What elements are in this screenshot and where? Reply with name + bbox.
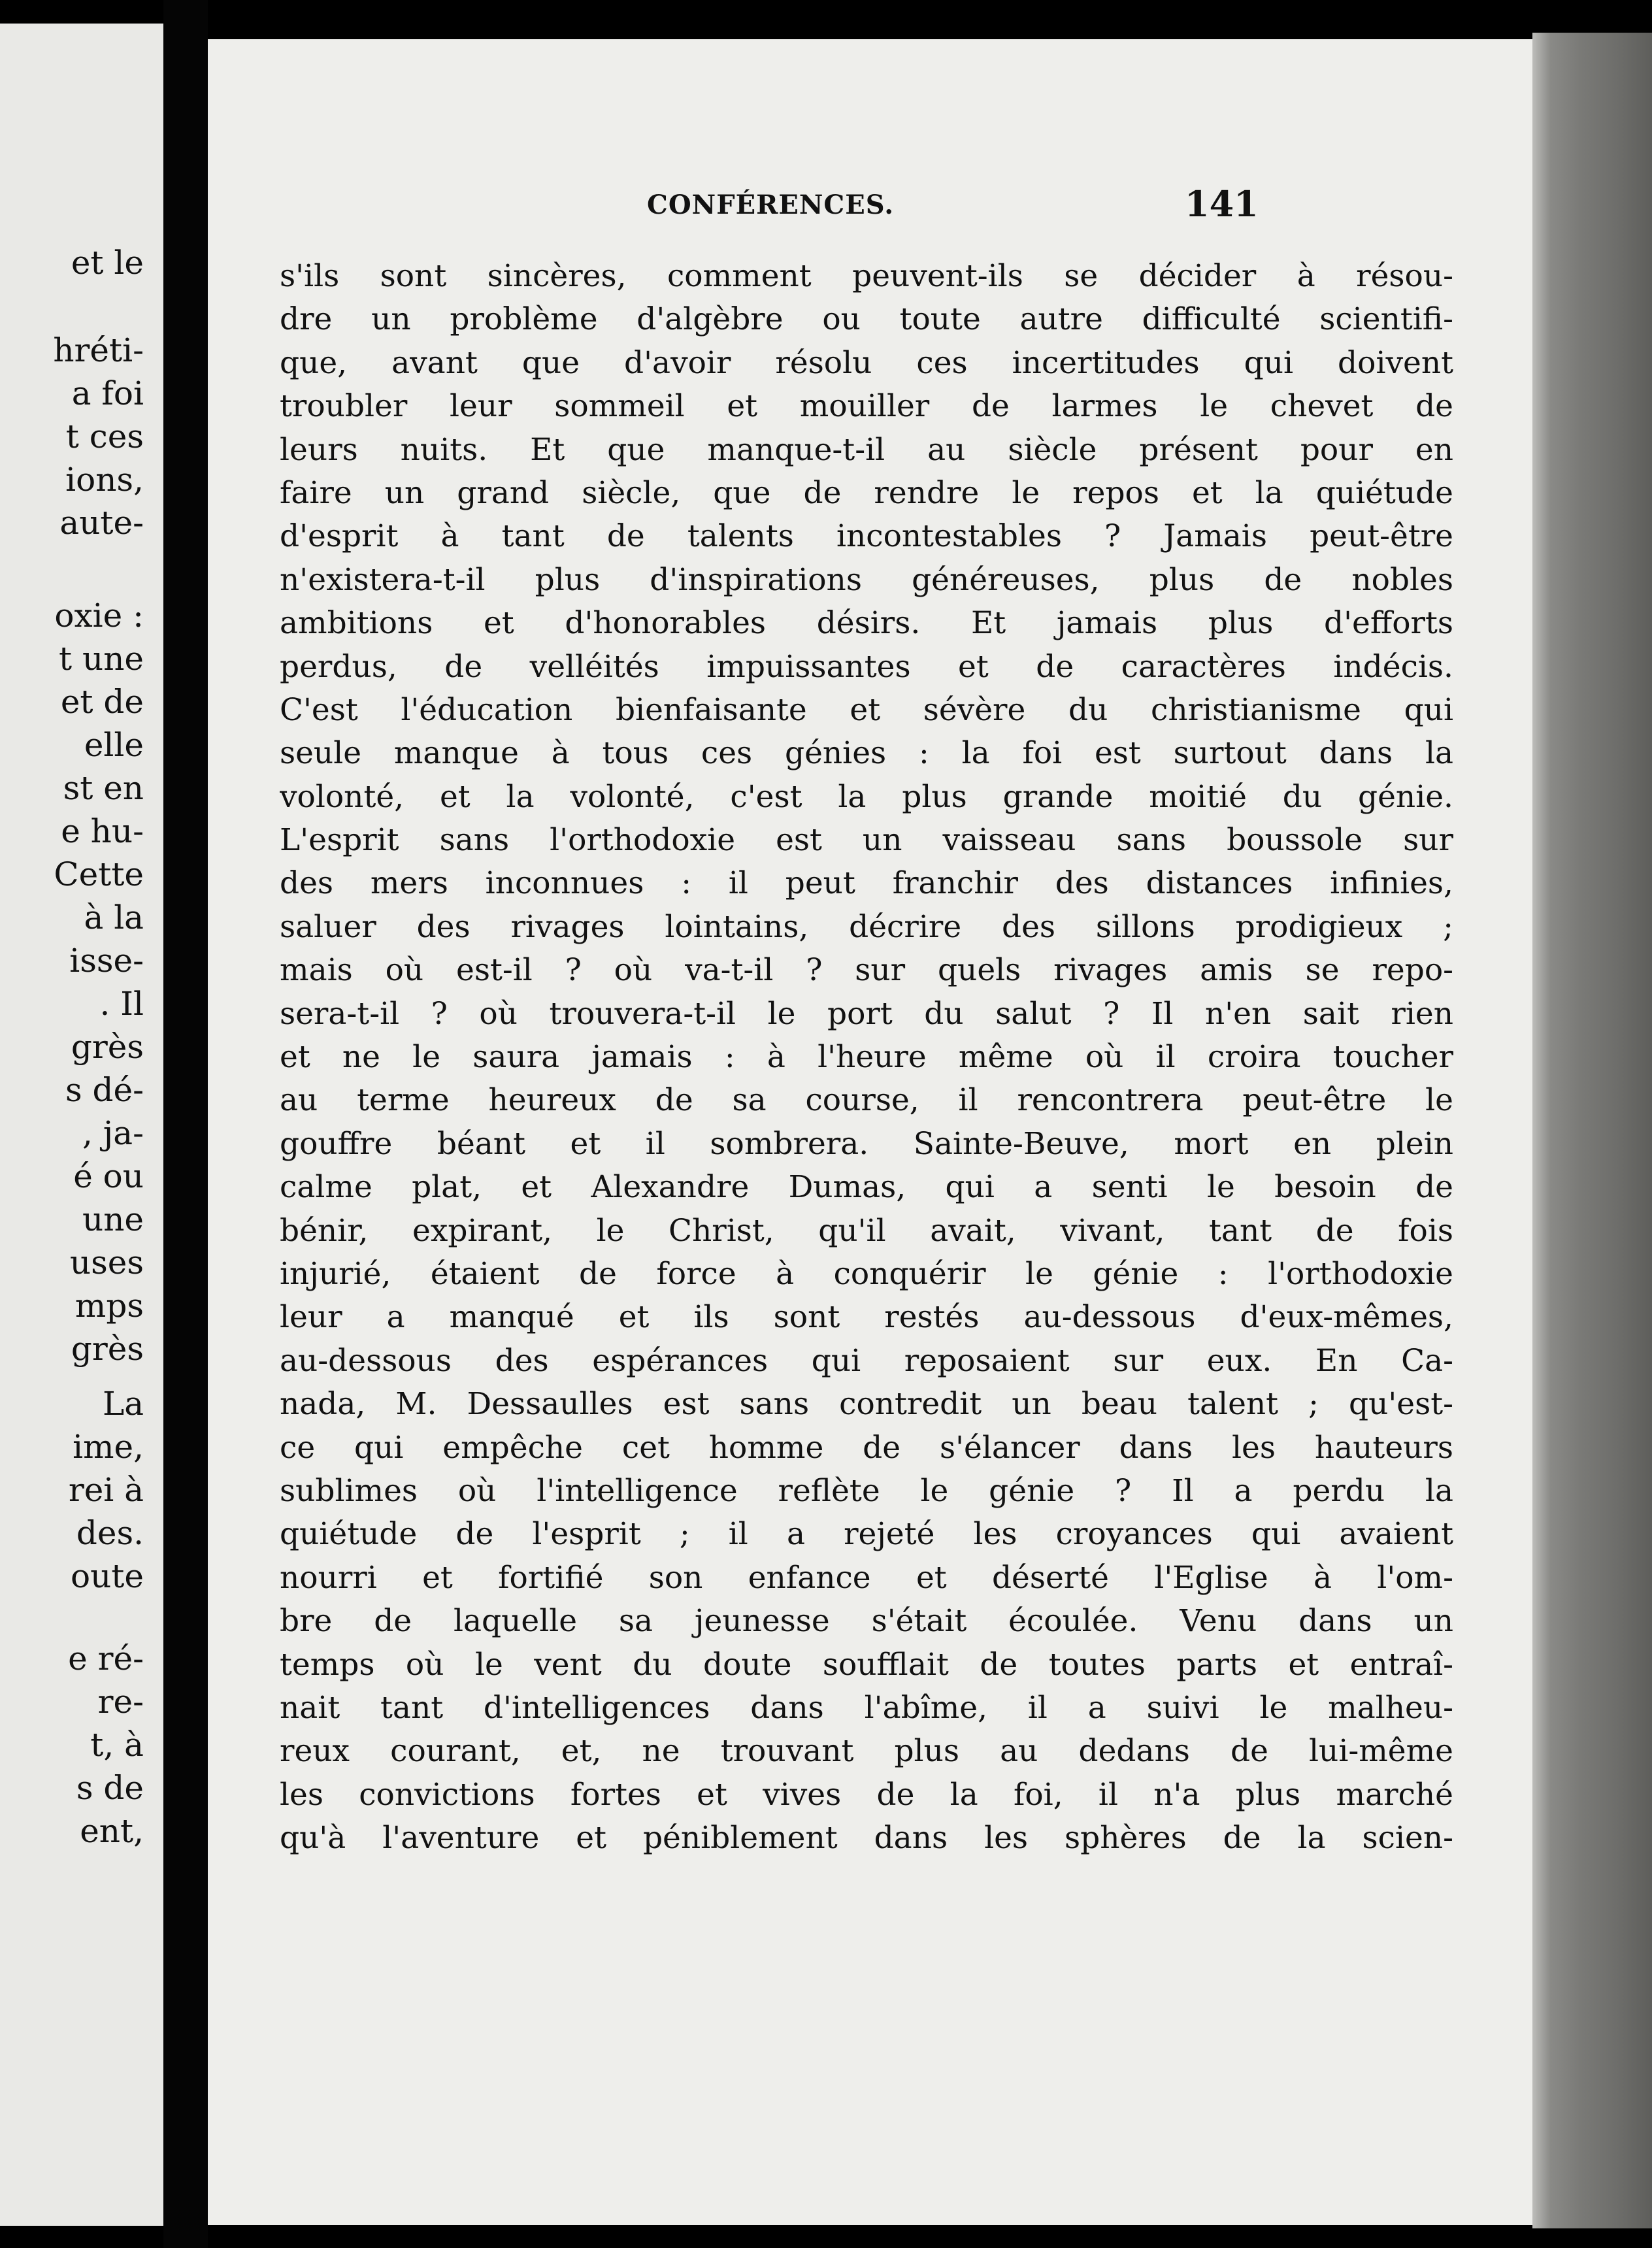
- left-page-fragment: uses: [69, 1244, 144, 1281]
- text-line: leurs nuits. Et que manque-t-il au siècle présent pour en: [280, 431, 1453, 468]
- text-line: bénir, expirant, le Christ, qu'il avait, vivant, tant de fois: [280, 1212, 1453, 1249]
- left-page-fragment: a foi: [71, 374, 144, 412]
- text-line: ce qui empêche cet homme de s'élancer dans les hauteurs: [280, 1429, 1453, 1466]
- running-head: CONFÉRENCES.: [647, 190, 895, 220]
- text-line: injurié, étaient de force à conquérir le génie : l'orthodoxie: [280, 1255, 1453, 1292]
- left-page-fragment: hréti-: [53, 331, 144, 369]
- left-page-fragment: La: [102, 1385, 144, 1423]
- book-page: [208, 39, 1541, 2225]
- left-page-fragment: isse-: [69, 942, 144, 980]
- text-line: sera-t-il ? où trouvera-t-il le port du salut ? Il n'en sait rien: [280, 995, 1453, 1032]
- text-line: sublimes où l'intelligence reflète le génie ? Il a perdu la: [280, 1472, 1453, 1509]
- text-line: nada, M. Dessaulles est sans contredit un beau talent ; qu'est-: [280, 1386, 1453, 1423]
- left-page-fragment: s dé-: [65, 1071, 144, 1109]
- left-page-fragment: , ja-: [82, 1114, 144, 1152]
- left-page-edge: [0, 24, 163, 2226]
- text-line: nourri et fortifié son enfance et déserté l'Eglise à l'om-: [280, 1559, 1453, 1596]
- text-line: qu'à l'aventure et péniblement dans les sphères de la scien-: [280, 1820, 1453, 1857]
- left-page-fragment: et le: [71, 244, 144, 282]
- left-page-fragment: t une: [59, 640, 144, 678]
- page-header: [208, 183, 1541, 235]
- text-line: gouffre béant et il sombrera. Sainte-Beuve, mort en plein: [280, 1125, 1453, 1162]
- text-line: dre un problème d'algèbre ou toute autre difficulté scientifi-: [280, 301, 1453, 338]
- text-line: n'existera-t-il plus d'inspirations généreuses, plus de nobles: [280, 561, 1453, 598]
- left-page-fragment: ent,: [80, 1812, 144, 1850]
- left-page-fragment: grès: [71, 1028, 144, 1066]
- text-line: et ne le saura jamais : à l'heure même où il croira toucher: [280, 1039, 1453, 1076]
- text-line: que, avant que d'avoir résolu ces incertitudes qui doivent: [280, 344, 1453, 381]
- left-page-fragment: aute-: [59, 504, 144, 542]
- left-page-fragment: Cette: [54, 855, 144, 893]
- text-line: ambitions et d'honorables désirs. Et jamais plus d'efforts: [280, 605, 1453, 642]
- text-line: temps où le vent du doute soufflait de toutes parts et entraî-: [280, 1646, 1453, 1683]
- left-page-fragment: rei à: [68, 1471, 144, 1509]
- left-page-fragment: oute: [71, 1557, 144, 1595]
- text-line: bre de laquelle sa jeunesse s'était écoulée. Venu dans un: [280, 1603, 1453, 1640]
- text-line: les convictions fortes et vives de la foi, il n'a plus marché: [280, 1776, 1453, 1813]
- left-page-fragment: re-: [97, 1683, 144, 1721]
- text-line: perdus, de velléités impuissantes et de caractères indécis.: [280, 648, 1453, 685]
- page-number: 141: [1185, 183, 1259, 225]
- left-page-fragment: mps: [74, 1287, 144, 1325]
- body-text: [280, 255, 1453, 1860]
- text-line: calme plat, et Alexandre Dumas, qui a senti le besoin de: [280, 1169, 1453, 1206]
- text-line: nait tant d'intelligences dans l'abîme, il a suivi le malheu-: [280, 1689, 1453, 1726]
- text-line: volonté, et la volonté, c'est la plus grande moitié du génie.: [280, 778, 1453, 815]
- left-page-fragment: à la: [84, 899, 144, 936]
- text-line: au terme heureux de sa course, il rencontrera peut-être le: [280, 1082, 1453, 1119]
- left-page-fragment: s de: [76, 1769, 144, 1807]
- left-page-fragment: une: [82, 1200, 144, 1238]
- left-page-fragment: é ou: [73, 1157, 144, 1195]
- left-page-fragment: e ré-: [68, 1640, 144, 1678]
- left-page-fragment: st en: [63, 769, 144, 807]
- text-line: reux courant, et, ne trouvant plus au dedans de lui-même: [280, 1733, 1453, 1770]
- text-line: saluer des rivages lointains, décrire des sillons prodigieux ;: [280, 908, 1453, 945]
- left-page-fragment: . Il: [99, 985, 144, 1023]
- text-line: quiétude de l'esprit ; il a rejeté les croyances qui avaient: [280, 1516, 1453, 1553]
- text-line: L'esprit sans l'orthodoxie est un vaisseau sans boussole sur: [280, 822, 1453, 859]
- text-line: C'est l'éducation bienfaisante et sévère du christianisme qui: [280, 691, 1453, 728]
- left-page-fragment: e hu-: [61, 812, 144, 850]
- text-line: faire un grand siècle, que de rendre le repos et la quiétude: [280, 474, 1453, 511]
- left-page-fragment: ime,: [73, 1428, 144, 1466]
- left-page-fragment: elle: [84, 726, 144, 764]
- text-line: seule manque à tous ces génies : la foi est surtout dans la: [280, 735, 1453, 772]
- text-line: mais où est-il ? où va-t-il ? sur quels rivages amis se repo-: [280, 952, 1453, 989]
- text-line: d'esprit à tant de talents incontestables ? Jamais peut-être: [280, 518, 1453, 555]
- left-page-fragment: grès: [71, 1330, 144, 1368]
- book-gutter: [163, 0, 208, 2248]
- text-line: s'ils sont sincères, comment peuvent-ils se décider à résou-: [280, 258, 1453, 294]
- text-line: troubler leur sommeil et mouiller de larmes le chevet de: [280, 388, 1453, 425]
- left-page-fragment: t, à: [90, 1726, 144, 1764]
- left-page-fragment: et de: [60, 683, 144, 721]
- text-line: au-dessous des espérances qui reposaient sur eux. En Ca-: [280, 1342, 1453, 1379]
- text-line: des mers inconnues : il peut franchir des distances infinies,: [280, 865, 1453, 902]
- left-page-fragment: oxie :: [54, 597, 144, 635]
- left-page-fragment: ions,: [65, 461, 144, 499]
- left-page-fragment: t ces: [65, 418, 144, 455]
- text-line: leur a manqué et ils sont restés au-dessous d'eux-mêmes,: [280, 1299, 1453, 1336]
- page-edge-shadow: [1532, 33, 1652, 2228]
- left-page-fragment: des.: [76, 1514, 144, 1552]
